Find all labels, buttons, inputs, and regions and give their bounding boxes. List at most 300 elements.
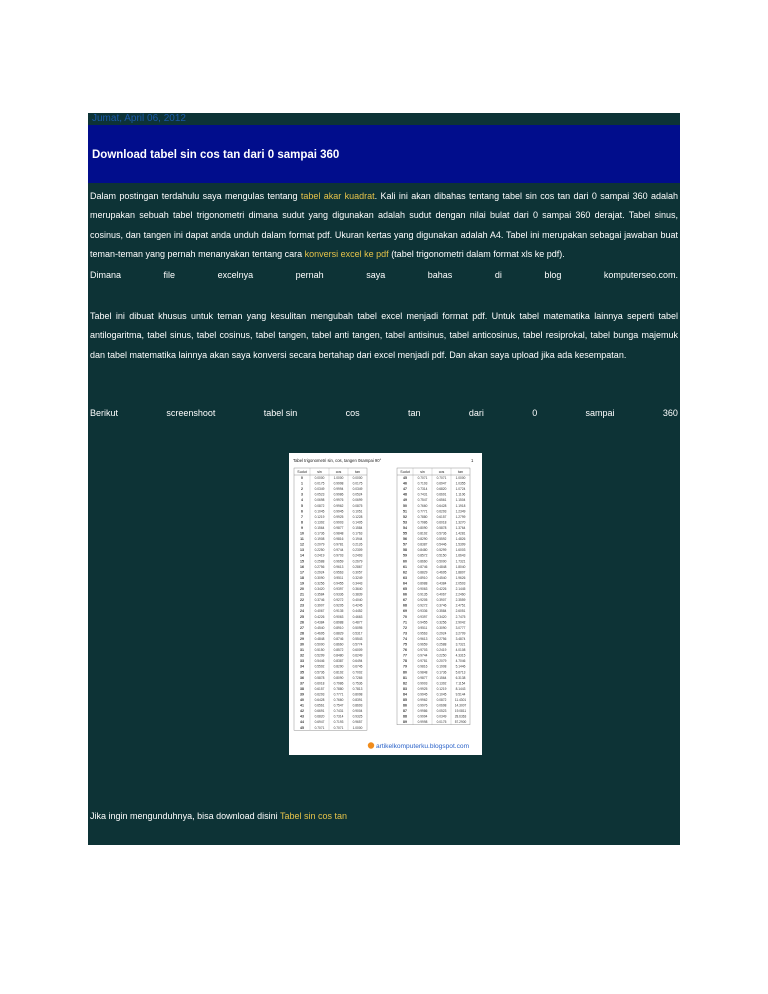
- right-table-cell: 0.3420: [436, 614, 447, 619]
- left-table-cell: 0.6561: [314, 703, 325, 708]
- table-left: [294, 468, 367, 730]
- right-table-cell: 0.5150: [436, 553, 447, 558]
- left-table-cell: 0.7547: [333, 703, 344, 708]
- left-table-cell: 0.5592: [314, 664, 325, 669]
- right-table-cell: 0.6561: [436, 498, 447, 503]
- right-table-cell: 0.9336: [417, 609, 428, 614]
- right-table-cell: 0.9744: [417, 653, 428, 658]
- left-table-cell: 0.4245: [352, 603, 363, 608]
- right-table-cell: 1.2349: [455, 509, 466, 514]
- left-table-cell: 0.4067: [314, 609, 325, 614]
- right-table-cell: 65: [403, 587, 407, 591]
- right-table-cell: 67: [403, 598, 407, 603]
- right-table-cell: 0.2588: [436, 642, 447, 647]
- word: blog: [544, 270, 562, 280]
- left-table-cell: 27: [300, 625, 304, 630]
- left-table-cell: 5: [301, 503, 303, 508]
- left-table-cell: 0.0523: [314, 492, 325, 497]
- right-table-cell: 0.8192: [417, 531, 428, 536]
- post-date: Jumat, April 06, 2012: [92, 113, 186, 124]
- left-table-cell: 0.4848: [314, 636, 325, 641]
- left-table-cell: 44: [300, 720, 304, 725]
- right-table-cell: 0.7071: [436, 476, 447, 480]
- right-table-cell: 0.6157: [436, 514, 447, 519]
- right-table-cell: 0.0523: [436, 709, 447, 714]
- right-table-cell: 0.8660: [417, 559, 428, 564]
- right-table-cell: 0.4695: [436, 570, 447, 575]
- left-table-cell: 0.0175: [352, 481, 363, 486]
- left-table-cell: 0.8910: [333, 625, 344, 630]
- left-table-cell: 0.3057: [352, 570, 363, 575]
- left-table-cell: 0.9986: [333, 492, 344, 497]
- right-table-cell: 0.8480: [417, 548, 428, 553]
- right-table-cell: 0.9848: [417, 670, 428, 675]
- left-table-cell: 0.9397: [333, 587, 344, 591]
- left-table-cell: 0.9659: [333, 559, 344, 564]
- right-table-cell: 0.2419: [436, 648, 447, 653]
- left-table-cell: 0.9781: [333, 542, 344, 547]
- left-table-cell: 0.5543: [352, 636, 363, 641]
- word: di: [494, 270, 502, 280]
- right-table-cell: 0.9272: [417, 603, 428, 608]
- left-table-cell: 0.2309: [352, 548, 363, 553]
- left-table-cell: 19: [300, 581, 304, 586]
- left-table-cell: 0.2588: [314, 559, 325, 564]
- word: tan: [407, 408, 421, 418]
- table-header-cell: Sudut: [400, 470, 410, 474]
- right-table-cell: 0.1392: [436, 681, 447, 686]
- left-table-cell: 0.7880: [333, 686, 344, 691]
- right-table-cell: 2.2460: [455, 592, 466, 597]
- left-table-cell: 0.3256: [314, 581, 325, 586]
- left-table-cell: 22: [300, 598, 304, 603]
- right-table-cell: 0.7771: [417, 509, 428, 514]
- right-table-cell: 0.7314: [417, 487, 428, 492]
- right-table-cell: 0.0349: [436, 714, 447, 719]
- left-table-cell: 0.9903: [333, 520, 344, 525]
- left-table-cell: 0.8572: [333, 648, 344, 653]
- table-page-number: 1: [471, 458, 474, 463]
- right-table-cell: 0.9455: [417, 620, 428, 625]
- left-table-cell: 10: [300, 531, 304, 536]
- left-table-cell: 11: [300, 537, 304, 542]
- right-table-cell: 0.8572: [417, 553, 428, 558]
- right-table-cell: 77: [403, 653, 407, 658]
- left-table-cell: 0.9976: [333, 498, 344, 503]
- left-table-cell: 0.8829: [333, 631, 344, 636]
- left-table-cell: 0.9135: [333, 609, 344, 614]
- left-table-cell: 0.9563: [333, 570, 344, 575]
- left-table-cell: 9: [301, 525, 303, 530]
- post-title[interactable]: Download tabel sin cos tan dari 0 sampai 360: [92, 149, 340, 161]
- right-table-cell: 0.5592: [436, 537, 447, 542]
- table-heading: Tabel trigonometri sin, cos, tangen 0sampai 90°: [293, 458, 382, 463]
- right-table-cell: 75: [403, 642, 407, 647]
- left-table-cell: 30: [300, 642, 304, 647]
- right-table-cell: 1.8807: [455, 570, 466, 575]
- left-table-cell: 0.9848: [333, 531, 344, 536]
- left-table-cell: 21: [300, 592, 304, 597]
- left-table-cell: 0.9998: [333, 481, 344, 486]
- left-table-cell: 0.9613: [333, 564, 344, 569]
- left-table-cell: 0.0524: [352, 492, 363, 497]
- right-table-cell: 28.6363: [454, 714, 467, 719]
- right-table-cell: 50: [403, 503, 407, 508]
- right-table-cell: 85: [403, 698, 407, 702]
- right-table-cell: 0.9613: [417, 636, 428, 641]
- right-table-cell: 0.9205: [417, 598, 428, 603]
- right-table-cell: 82: [403, 681, 407, 686]
- left-table-cell: 0.9004: [352, 709, 363, 714]
- right-table-cell: 51: [403, 509, 407, 514]
- left-table-cell: 0.1944: [352, 537, 363, 542]
- left-table-cell: 25: [300, 614, 304, 619]
- right-table-cell: 0.4067: [436, 592, 447, 597]
- right-table-cell: 0.7547: [417, 498, 428, 503]
- left-table-cell: 0.7986: [333, 681, 344, 686]
- right-table-cell: 86: [403, 703, 407, 708]
- left-table-cell: 31: [300, 648, 304, 653]
- left-table-cell: 0.2867: [352, 564, 363, 569]
- word: file: [163, 270, 176, 280]
- left-table-cell: 0.0875: [352, 503, 363, 508]
- right-table-cell: 0.1219: [436, 686, 447, 691]
- left-table-cell: 0.9455: [333, 581, 344, 586]
- right-table-cell: 78: [403, 659, 407, 664]
- left-table-cell: 18: [300, 575, 304, 580]
- right-table-cell: 0.4226: [436, 587, 447, 591]
- left-table-cell: 0.6249: [352, 653, 363, 658]
- right-table-cell: 62: [403, 570, 407, 575]
- right-table-cell: 46: [403, 481, 407, 486]
- watermark: [367, 740, 479, 751]
- right-table-cell: 0.3746: [436, 603, 447, 608]
- word: screenshoot: [166, 408, 216, 418]
- left-table-cell: 0.9063: [333, 614, 344, 619]
- left-table-cell: 0.4540: [314, 625, 325, 630]
- left-table-cell: 0.5095: [352, 625, 363, 630]
- trig-table-screenshot: [289, 453, 482, 755]
- right-table-cell: 1.0000: [455, 476, 466, 480]
- right-table-cell: 54: [403, 525, 407, 530]
- left-table-cell: 34: [300, 664, 304, 669]
- right-table-cell: 0.7193: [417, 481, 428, 486]
- right-table-cell: 7.1154: [455, 681, 466, 686]
- right-table-cell: 0.9986: [417, 709, 428, 714]
- right-table-cell: 1.3270: [455, 520, 466, 525]
- right-table-cell: 53: [403, 520, 407, 525]
- left-table-cell: 17: [300, 570, 304, 575]
- left-table-cell: 0.8988: [333, 620, 344, 625]
- right-table-cell: 1.2799: [455, 514, 466, 519]
- left-table-cell: 0.6157: [314, 686, 325, 691]
- right-table-cell: 0.3907: [436, 598, 447, 603]
- left-table-cell: 0.7536: [352, 681, 363, 686]
- right-table-cell: 0.9781: [417, 659, 428, 664]
- left-table-cell: 0.6018: [314, 681, 325, 686]
- watermark-text: artikelkomputerku.blogspot.com: [376, 743, 470, 750]
- intro-text-b: . Kali ini akan dibahas tentang tabel sin cos tan dari 0 sampai 360 adalah merupakan sebuah tabel trigonometri dimana sudut yang digunakan adalah sudut dengan nilai bulat dari 0 sampai 360 derajat. Tabel sinus, cosinus, dan tangen ini dapat anda unduh dalam format pdf. Ukuran kertas yang digunakan adalah A4. Tabel ini merupakan sebagai jawaban buat teman-teman yang pernah menanyakan tentang cara: [90, 191, 678, 259]
- right-table-cell: 61: [403, 564, 407, 569]
- right-table-cell: 0.4848: [436, 564, 447, 569]
- right-table-cell: 52: [403, 514, 407, 519]
- left-table-cell: 0.1045: [314, 509, 325, 514]
- right-table-cell: 57.2900: [454, 720, 467, 725]
- word: bahas: [427, 270, 453, 280]
- right-table-cell: 1.8040: [455, 564, 466, 569]
- left-table-cell: 0.3249: [352, 575, 363, 580]
- link-konversi-excel-ke-pdf[interactable]: konversi excel ke pdf: [304, 248, 389, 259]
- right-table-cell: 0.1908: [436, 664, 447, 669]
- left-table-cell: 0.7193: [333, 720, 344, 725]
- right-table-cell: 0.0175: [436, 720, 447, 725]
- left-table-cell: 0.8290: [333, 664, 344, 669]
- left-table-cell: 0.2250: [314, 548, 325, 553]
- right-table-cell: 0.9816: [417, 664, 428, 669]
- right-table-cell: 1.0355: [455, 481, 466, 486]
- right-table-cell: 70: [403, 614, 407, 619]
- left-table-cell: 0.9744: [333, 548, 344, 553]
- left-table-cell: 0.5736: [314, 670, 325, 675]
- paragraph-body: Tabel ini dibuat khusus untuk teman yang kesulitan mengubah tabel excel menjadi format pdf. Untuk tabel matematika lainnya seperti tabel antilogaritma, tabel sinus, tabel cosinus, tabel tangen, tabel anti tangen, tabel antisinus, tabel anticosinus, tabel resiprokal, tabel bunga majemuk dan tabel matematika lainnya akan saya konversi secara bertahap dari excel menjadi pdf. Dan akan saya upload jika ada kesempatan.: [90, 311, 678, 360]
- right-table-cell: 0.8090: [417, 525, 428, 530]
- left-table-cell: 28: [300, 631, 304, 636]
- right-table-cell: 64: [403, 581, 407, 586]
- right-table-cell: 2.6051: [455, 609, 466, 614]
- left-table-cell: 0.5000: [314, 642, 325, 647]
- right-table-cell: 0.9135: [417, 592, 428, 597]
- right-table-cell: 0.7431: [417, 492, 428, 497]
- left-table-cell: 41: [300, 703, 304, 708]
- table-header-cell: Sudut: [297, 470, 307, 474]
- right-table-cell: 0.5000: [436, 559, 447, 564]
- right-table-cell: 0.6691: [436, 492, 447, 497]
- right-table-cell: 0.8829: [417, 570, 428, 575]
- left-table-cell: 0.5317: [352, 631, 363, 636]
- left-table-cell: 0.4877: [352, 620, 363, 625]
- link-tabel-akar-kuadrat[interactable]: tabel akar kuadrat: [300, 191, 375, 201]
- right-table-cell: 87: [403, 709, 407, 714]
- left-table-cell: 0.6494: [352, 659, 363, 664]
- table-header-cell: sin: [317, 470, 322, 474]
- right-table-cell: 66: [403, 592, 407, 597]
- right-table-cell: 83: [403, 686, 407, 691]
- right-table-cell: 14.3007: [454, 703, 467, 708]
- left-table-cell: 23: [300, 603, 304, 608]
- right-table-cell: 6.3138: [455, 675, 466, 680]
- left-table-cell: 3: [301, 492, 303, 497]
- right-table-cell: 3.2709: [455, 631, 466, 636]
- right-table-cell: 1.7321: [455, 559, 466, 564]
- right-table-cell: 0.3256: [436, 620, 447, 625]
- left-table-cell: 0.7431: [333, 709, 344, 714]
- right-table-cell: 1.4281: [455, 531, 466, 536]
- left-table-cell: 0.1051: [352, 509, 363, 514]
- right-table-cell: 0.9397: [417, 614, 428, 619]
- right-table-cell: 0.4540: [436, 575, 447, 580]
- left-table-cell: 0.8192: [333, 670, 344, 675]
- right-table-cell: 0.0698: [436, 703, 447, 708]
- left-table-cell: 0.9703: [333, 553, 344, 558]
- left-table-cell: 0.4695: [314, 631, 325, 636]
- right-table-cell: 1.1106: [455, 492, 466, 497]
- right-table-cell: 0.2924: [436, 631, 447, 636]
- right-table-cell: 63: [403, 575, 407, 580]
- left-table-cell: 12: [300, 542, 304, 547]
- word: dari: [468, 408, 484, 418]
- left-table-cell: 7: [301, 514, 303, 519]
- right-table-cell: 73: [403, 631, 407, 636]
- word: tabel sin: [263, 408, 298, 418]
- right-table-cell: 0.2250: [436, 653, 447, 658]
- link-tabel-sin-cos-tan[interactable]: Tabel sin cos tan: [279, 811, 348, 821]
- left-table-cell: 0.1405: [352, 520, 363, 525]
- left-table-cell: 0.1392: [314, 520, 325, 525]
- left-table-cell: 0.5299: [314, 653, 325, 658]
- right-table-cell: 72: [403, 625, 407, 630]
- right-table-cell: 0.9945: [417, 692, 428, 697]
- left-table-cell: 0.2493: [352, 553, 363, 558]
- left-table-cell: 40: [300, 698, 304, 702]
- right-table-cell: 0.9976: [417, 703, 428, 708]
- right-table-cell: 4.3315: [455, 653, 466, 658]
- right-table-cell: 3.7321: [455, 642, 466, 647]
- right-table-cell: 1.4826: [455, 537, 466, 542]
- right-table-cell: 1.6003: [455, 548, 466, 553]
- table-header-cell: cos: [438, 470, 445, 474]
- left-table-cell: 8: [301, 520, 303, 525]
- right-table-cell: 57: [403, 542, 407, 547]
- left-table-cell: 0.4040: [352, 598, 363, 603]
- left-table-cell: 35: [300, 670, 304, 675]
- table-right: [397, 468, 470, 725]
- left-table-cell: 26: [300, 620, 304, 625]
- right-table-cell: 1.5399: [455, 542, 466, 547]
- paragraph-intro: [90, 187, 678, 264]
- left-table-cell: 0.5150: [314, 648, 325, 653]
- left-table-cell: 0.9962: [333, 503, 344, 508]
- left-table-cell: 0.4663: [352, 614, 363, 619]
- left-table-cell: 1.0000: [352, 725, 363, 730]
- table-header-cell: tan: [458, 470, 463, 474]
- right-table-cell: 89: [403, 720, 407, 725]
- right-table-cell: 5.6713: [455, 670, 466, 675]
- right-table-cell: 0.7986: [417, 520, 428, 525]
- left-table-cell: 0.9511: [333, 575, 344, 580]
- left-table-cell: 39: [300, 692, 304, 697]
- right-table-cell: 2.4751: [455, 603, 466, 608]
- word: cos: [345, 408, 360, 418]
- right-table-cell: 0.2079: [436, 659, 447, 664]
- left-table-cell: 37: [300, 681, 304, 686]
- right-table-cell: 0.5446: [436, 542, 447, 547]
- left-table-cell: 0.6745: [352, 664, 363, 669]
- word: 0: [532, 408, 538, 418]
- right-table-cell: 71: [403, 620, 407, 625]
- left-table-cell: 45: [300, 725, 304, 730]
- left-table-cell: 0.1584: [352, 525, 363, 530]
- right-table-cell: 0.8746: [417, 564, 428, 569]
- word: sampai: [585, 408, 615, 418]
- right-table-cell: 0.1045: [436, 692, 447, 697]
- left-table-cell: 0.1736: [314, 531, 325, 536]
- right-table-cell: 1.1504: [455, 498, 466, 503]
- right-table-cell: 0.3090: [436, 625, 447, 630]
- table-header-cell: cos: [335, 470, 342, 474]
- right-table-cell: 56: [403, 537, 407, 542]
- right-table-cell: 0.9563: [417, 631, 428, 636]
- left-table-cell: 0.7071: [314, 725, 325, 730]
- left-table-cell: 0.0698: [314, 498, 325, 503]
- left-table-cell: 13: [300, 548, 304, 553]
- left-table-cell: 0.0349: [314, 487, 325, 492]
- right-table-cell: 0.7880: [417, 514, 428, 519]
- right-table-cell: 0.9925: [417, 686, 428, 691]
- left-table-cell: 0.6009: [352, 648, 363, 653]
- left-table-cell: 0.0000: [352, 476, 363, 480]
- left-table-cell: 0.0175: [314, 481, 325, 486]
- left-table-cell: 0.2419: [314, 553, 325, 558]
- left-table-cell: 0.7660: [333, 698, 344, 702]
- left-table-cell: 0.0000: [314, 476, 325, 480]
- right-table-cell: 0.6947: [436, 481, 447, 486]
- left-table-cell: 15: [300, 559, 304, 564]
- left-table-cell: 0.2079: [314, 542, 325, 547]
- word: Berikut: [90, 408, 119, 418]
- right-table-cell: 0.6018: [436, 520, 447, 525]
- right-table-cell: 3.4874: [455, 636, 466, 641]
- right-table-cell: 81: [403, 675, 407, 680]
- left-table-cell: 1: [301, 481, 303, 486]
- left-table-cell: 0.5774: [352, 642, 363, 647]
- right-table-cell: 0.8387: [417, 542, 428, 547]
- left-table-cell: 0.7071: [333, 725, 344, 730]
- right-table-cell: 79: [403, 664, 407, 669]
- left-table-cell: 0.8693: [352, 703, 363, 708]
- right-table-cell: 2.1445: [455, 587, 466, 591]
- right-table-cell: 0.5878: [436, 525, 447, 530]
- right-table-cell: 2.3559: [455, 598, 466, 603]
- right-table-cell: 0.5299: [436, 548, 447, 553]
- left-table-cell: 2: [301, 487, 303, 492]
- left-table-cell: 0.6293: [314, 692, 325, 697]
- left-table-cell: 0.0699: [352, 498, 363, 503]
- right-table-cell: 84: [403, 692, 407, 697]
- left-table-cell: 0.7314: [333, 714, 344, 719]
- right-table-cell: 55: [403, 531, 407, 536]
- table-header-cell: tan: [355, 470, 360, 474]
- word: Dimana: [90, 270, 122, 280]
- left-table-cell: 0.0872: [314, 503, 325, 508]
- right-table-cell: 60: [403, 559, 407, 564]
- right-table-cell: 0.9994: [417, 714, 428, 719]
- left-table-cell: 0.4384: [314, 620, 325, 625]
- left-table-cell: 0.9925: [333, 514, 344, 519]
- right-table-cell: 0.9511: [417, 625, 428, 630]
- left-table-cell: 0.4226: [314, 614, 325, 619]
- left-table-cell: 0.3443: [352, 581, 363, 586]
- left-table-cell: 0.1564: [314, 525, 325, 530]
- left-table-cell: 0.8387: [333, 659, 344, 664]
- left-table-cell: 0.9272: [333, 598, 344, 603]
- right-table-cell: 0.1564: [436, 675, 447, 680]
- right-table-cell: 0.9903: [417, 681, 428, 686]
- left-table-cell: 0.3420: [314, 587, 325, 591]
- left-table-cell: 36: [300, 675, 304, 680]
- left-table-cell: 0.6691: [314, 709, 325, 714]
- right-table-cell: 1.6643: [455, 553, 466, 558]
- left-table-cell: 0.2679: [352, 559, 363, 564]
